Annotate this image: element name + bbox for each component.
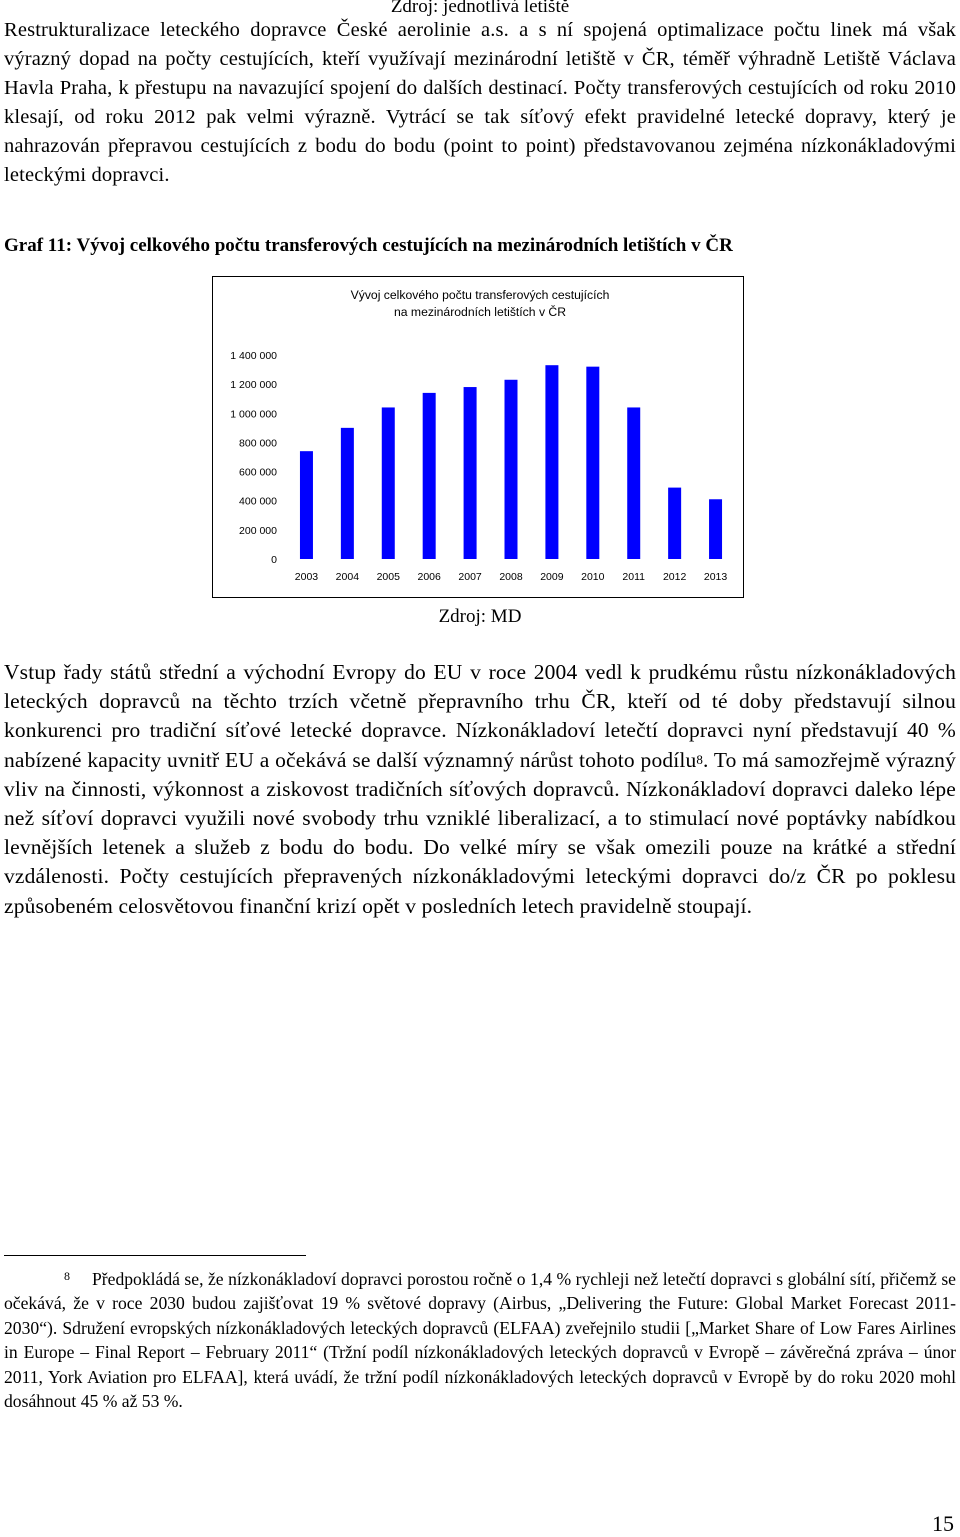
paragraph-restructuring: Restrukturalizace leteckého dopravce České aerolinie a.s. a s ní spojená optimalizace počtu linek má však výrazný dopad na počty cestujících, kteří využívají mezinárodní letiště v ČR, téměř výhradně Letiště Václava Havla Praha, k přestupu na navazující spojení do dalších destinací. Počty transferových cestujících od roku 2010 klesají, od roku 2012 pak velmi výrazně. Vytrácí se tak síťový efekt pravidelné letecké dopravy, který je nahrazován přepravou cestujících z bodu do bodu (point to point) představovanou zejména nízkonákladovými leteckými dopravci.	[4, 19, 956, 186]
footnote	[4, 1267, 956, 1413]
bar-2006	[423, 393, 436, 559]
x-tick-label-2011: 2011	[622, 571, 646, 583]
bar-2005	[382, 407, 395, 559]
y-tick-label-5: 1 000 000	[230, 408, 277, 421]
y-tick-label-3: 600 000	[239, 466, 277, 479]
footnote-text: Předpokládá se, že nízkonákladoví dopravci porostou ročně o 1,4 % rychleji než letečtí dopravci s globální sítí, přičemž se očekává, že v roce 2030 budou zajišťovat 19 % světové dopravy (Airbus, „Delivering the Future: Global Market Forecast 2011-2030“). Sdružení evropských nízkonákladových leteckých dopravců (ELFAA) zveřejnilo studii [„Market Share of Low Fares Airlines in Europe – Final Report – February 2011“ (Tržní podíl nízkonákladových leteckých dopravců v Evropě – závěrečná zpráva – únor 2011, York Aviation pro ELFAA], která uvádí, že tržní podíl nízkonákladových leteckých dopravců v Evropě by do roku 2020 mohl dosáhnout 45 % až 53 %.	[4, 1269, 956, 1412]
y-tick-label-6: 1 200 000	[230, 379, 277, 392]
chart-source: Zdroj: MD	[438, 606, 522, 627]
x-tick-label-2007: 2007	[458, 571, 482, 583]
paragraph-low-cost-carriers	[4, 658, 956, 921]
footnote-reference: 8	[696, 751, 704, 767]
bar-2008	[505, 380, 518, 559]
transfer-passengers-bar-chart	[0, 0, 960, 640]
bar-2011	[627, 407, 640, 559]
y-tick-label-7: 1 400 000	[230, 350, 277, 362]
bar-2003	[300, 451, 313, 559]
paragraph2-text-start: Vstup řady států střední a východní Evropy do EU v roce 2004 vedl k prudkému růstu nízkonákladových leteckých dopravců na těchto trzích včetně přepravního trhu ČR, kteří od té doby představují silnou konkurenci pro tradiční síťové letecké dopravce. Nízkonákladoví letečtí dopravci nyní představují 40 % nabízené kapacity uvnitř EU a očekává se další významný nárůst tohoto podílu	[4, 660, 956, 772]
page-number: 15	[932, 1511, 954, 1536]
bar-2007	[464, 387, 477, 559]
bar-2012	[668, 488, 681, 559]
bar-2013	[709, 499, 722, 559]
paragraph2-text-end: . To má samozřejmě výrazný vliv na činnosti, výkonnost a ziskovost tradičních síťových dopravců. Nízkonákladoví dopravci daleko lépe než síťoví dopravci využili nové svobody trhu vzniklé liberalizací, a to stimulací nové poptávky nabídkou levnějších letenek a služeb z bodu do bodu. Do velké míry se však omezili pouze na krátké a střední vzdálenosti. Počty cestujících přepravených nízkonákladovými leteckými dopravci do/z ČR po poklesu způsobeném celosvětovou finanční krizí opět v posledních letech pravidelně stoupají.	[4, 747, 956, 918]
figure-caption: Graf 11: Vývoj celkového počtu transferových cestujících na mezinárodních letištích v ČR	[4, 235, 733, 256]
x-tick-label-2006: 2006	[417, 571, 441, 583]
y-tick-label-4: 800 000	[239, 437, 277, 450]
x-tick-label-2012: 2012	[662, 571, 687, 583]
y-tick-label-1: 200 000	[239, 524, 277, 537]
bar-2004	[341, 428, 354, 559]
bar-2009	[545, 365, 558, 559]
x-tick-label-2009: 2009	[540, 571, 564, 583]
x-tick-label-2008: 2008	[499, 571, 523, 583]
x-tick-label-2003: 2003	[294, 571, 319, 583]
x-tick-label-2004: 2004	[335, 571, 360, 583]
footnote-mark: 8	[64, 1269, 70, 1283]
bar-2010	[586, 367, 599, 559]
chart-title-line-2: na mezinárodních letištích v ČR	[393, 305, 567, 319]
top-source-note: Zdroj: jednotlivá letiště	[390, 0, 570, 17]
y-tick-label-0: 0	[271, 554, 277, 566]
x-tick-label-2013: 2013	[703, 571, 728, 583]
x-tick-label-2005: 2005	[376, 571, 400, 583]
y-tick-label-2: 400 000	[239, 495, 277, 508]
footnote-separator	[4, 1255, 306, 1256]
x-tick-label-2010: 2010	[581, 571, 605, 583]
chart-title-line-1: Vývoj celkového počtu transferových cestujících	[350, 288, 610, 302]
